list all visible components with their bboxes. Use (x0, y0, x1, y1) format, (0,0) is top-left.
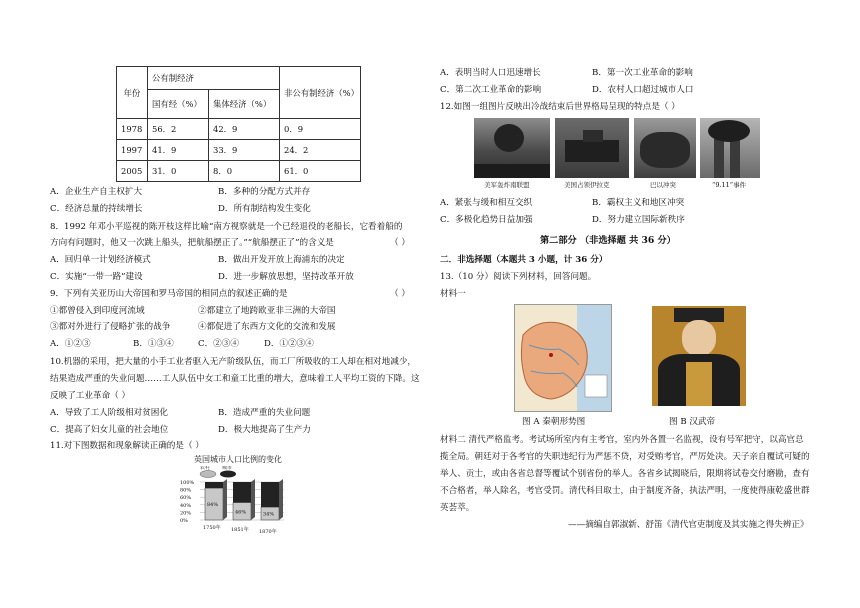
q7-option-b[interactable]: B．多种的分配方式并存 (218, 187, 311, 197)
q8-option-c[interactable]: C．实施“一带一路”建设 (50, 272, 143, 282)
q7-option-d[interactable]: D．所有制结构发生变化 (218, 204, 311, 214)
caption-911: “9.11”事件 (712, 181, 747, 189)
q8-answer-paren: （ ） (390, 238, 410, 248)
material-2-line3: 举人、贡士，或由各省总督等覆试个别省份的举人。各省乡试揭晓后，限期将试卷交付磨勘，查有 (440, 469, 810, 479)
material-2-line1: 材料二 清代严格监考。考试场所室内有主考官，室内外各置一名监视，设有号军把守，以高官总 (440, 435, 804, 445)
bar-side (223, 479, 227, 520)
legend-urban-swatch (220, 471, 236, 478)
material-2-line5: 英荟萃。 (440, 503, 475, 513)
chart-svg (180, 466, 300, 538)
material-2-line4: 不合格者，举人除名，考官受罚。清代科目取士，由于制度齐备，执法严明，一度使得康乾盛世群 (440, 486, 810, 496)
material-2-source: ——摘编自郭淑新、舒笛《清代官吏制度及其实施之得失辨正》 (568, 520, 809, 530)
bar-value-label: 46% (235, 509, 247, 516)
cell-collective: 42．9 (209, 119, 280, 140)
q11-option-d[interactable]: D．农村人口超过城市人口 (592, 85, 694, 95)
material-1-label: 材料一 (440, 289, 466, 299)
urban-population-chart (180, 454, 300, 538)
cell-nonpublic: 61．0 (280, 161, 361, 182)
collective-header: 集体经济（%） (209, 90, 280, 119)
q11-option-b[interactable]: B．第一次工业革命的影响 (592, 68, 693, 78)
q9-option-a[interactable]: A．①②③ (50, 339, 91, 349)
q9-option-b[interactable]: B．①③④ (133, 339, 174, 349)
figure-b-caption: 图 B 汉武帝 (669, 417, 716, 427)
table-row (117, 119, 361, 140)
caption-iraq: 美国占领伊拉克 (564, 181, 610, 189)
q9-option-c[interactable]: C．②③④ (198, 339, 239, 349)
q8-option-d[interactable]: D．进一步解放思想，坚持改革开放 (218, 272, 354, 282)
q12-stem: 12.如图一组图片反映出冷战结束后世界格局呈现的特点是（ ） (440, 102, 680, 112)
cell-nonpublic: 0．9 (280, 119, 361, 140)
figure-a-caption: 图 A 秦朝形势图 (522, 417, 586, 427)
q7-option-c[interactable]: C．经济总量的持续增长 (50, 204, 143, 214)
y-tick-label: 60% (180, 495, 192, 502)
q7-option-a[interactable]: A．企业生产自主权扩大 (50, 187, 143, 197)
cell-collective: 33．9 (209, 140, 280, 161)
cell-year: 1997 (117, 140, 148, 161)
q12-option-c[interactable]: C．多极化趋势日益加强 (440, 215, 533, 225)
q13-stem: 13.（10 分）阅读下列材料，回答问题。 (440, 272, 597, 282)
han-wudi-portrait (652, 306, 746, 406)
q11-option-c[interactable]: C．第二次工业革命的影响 (440, 85, 542, 95)
table-row (117, 161, 361, 182)
part2-section-title: 二．非选择题（本题共 3 小题，计 36 分） (440, 255, 608, 265)
y-tick-label: 40% (180, 502, 192, 509)
cell-collective: 8．0 (209, 161, 280, 182)
economy-table (116, 66, 361, 182)
material-2-line2: 揽全局。朝廷对于各考官的失职违纪行为严惩不贷，对受贿考官，严厉处决。天子亲自覆试可疑的 (440, 452, 810, 462)
bar-value-label: 84% (207, 502, 219, 509)
bar-side (251, 479, 255, 520)
cell-nonpublic: 24．2 (280, 140, 361, 161)
category-label: 1870年 (259, 529, 277, 535)
legend-rural-label: 农村 (200, 466, 211, 471)
q12-option-a[interactable]: A．紧张与缓和相互交织 (440, 198, 533, 208)
qin-dynasty-map (514, 304, 612, 412)
q10-stem-line2: 结果造成严重的失业问题……工人队伍中女工和童工比重的增大，意味着工人平均工资的下降。这 (50, 374, 420, 384)
q9-answer-paren: （ ） (390, 289, 410, 299)
cell-state: 31．0 (148, 161, 209, 182)
q9-statement-4: ④都促进了东西方文化的交流和发展 (198, 322, 336, 332)
bar-value-label: 34% (263, 511, 275, 518)
category-label: 1750年 (203, 525, 221, 531)
q10-option-a[interactable]: A．导致了工人阶级相对贫困化 (50, 408, 168, 418)
q8-stem-line2: 方向有问题时，他又一次跳上船头，把航船摆正了。”“航船摆正了”的含义是 (50, 238, 334, 248)
nonpublic-header: 非公有制经济（%） (280, 67, 361, 119)
bar-side (279, 479, 283, 520)
y-tick-label: 100% (180, 480, 195, 486)
q9-statement-3: ③都对外进行了侵略扩张的战争 (50, 322, 171, 332)
part2-heading: 第二部分 （非选择题 共 36 分） (540, 235, 676, 246)
bar-urban (233, 482, 251, 503)
table-row (117, 140, 361, 161)
q9-statement-2: ②都建立了地跨欧亚非三洲的大帝国 (198, 306, 336, 316)
q11-option-a[interactable]: A．表明当时人口迅速增长 (440, 68, 541, 78)
photo-nato-bombing (474, 118, 550, 178)
caption-israel: 巴以冲突 (650, 181, 676, 189)
cell-state: 56．2 (148, 119, 209, 140)
q10-option-d[interactable]: D．极大地提高了生产力 (218, 425, 311, 435)
state-header: 国有经（%） (148, 90, 209, 119)
caption-nato: 美军轰炸南联盟 (484, 181, 530, 189)
public-header: 公有制经济 (148, 67, 280, 90)
legend-rural-swatch (200, 471, 216, 478)
q10-stem-line3: 反映了工业革命（ ） (50, 391, 131, 401)
q10-stem-line1: 10.机器的采用，把大量的小手工业者驱入无产阶级队伍，而工厂所吸收的工人却在相对地减少， (50, 357, 417, 367)
bar-urban (261, 482, 279, 507)
q9-stem: 9．下列有关亚历山大帝国和罗马帝国的相同点的叙述正确的是 (50, 289, 288, 299)
q11-stem: 11.对下图数据和现象解读正确的是（ ） (50, 441, 204, 451)
year-header: 年份 (117, 67, 148, 119)
q8-stem-line1: 8．1992 年邓小平巡视的陈开枝这样比喻“南方视察就是一个已经退役的老船长，它看着船的 (50, 222, 403, 232)
legend-urban-label: 城市 (222, 466, 233, 471)
y-tick-label: 80% (180, 487, 192, 494)
y-tick-label: 0% (180, 518, 188, 524)
photo-iraq-occupation (555, 118, 629, 178)
q12-option-d[interactable]: D．努力建立国际新秩序 (592, 215, 685, 225)
y-tick-label: 20% (180, 510, 192, 517)
cell-year: 1978 (117, 119, 148, 140)
q9-statement-1: ①都曾侵入到印度河流域 (50, 306, 145, 316)
category-label: 1851年 (231, 527, 249, 533)
q8-option-a[interactable]: A．回归单一计划经济模式 (50, 255, 151, 265)
bar-urban (205, 482, 223, 488)
q10-option-b[interactable]: B．造成严重的失业问题 (218, 408, 311, 418)
photo-911-attack (700, 118, 760, 178)
cell-year: 2005 (117, 161, 148, 182)
q12-option-b[interactable]: B．霸权主义和地区冲突 (592, 198, 685, 208)
q9-option-d[interactable]: D．①②③④ (264, 339, 314, 349)
map-svg (515, 305, 611, 411)
cell-state: 41．9 (148, 140, 209, 161)
q8-option-b[interactable]: B．做出开发开放上海浦东的决定 (218, 255, 345, 265)
photo-israel-palestine-conflict (634, 118, 696, 178)
chart-title: 英国城市人口比例的变化 (194, 455, 282, 464)
q10-option-c[interactable]: C．提高了妇女儿童的社会地位 (50, 425, 169, 435)
